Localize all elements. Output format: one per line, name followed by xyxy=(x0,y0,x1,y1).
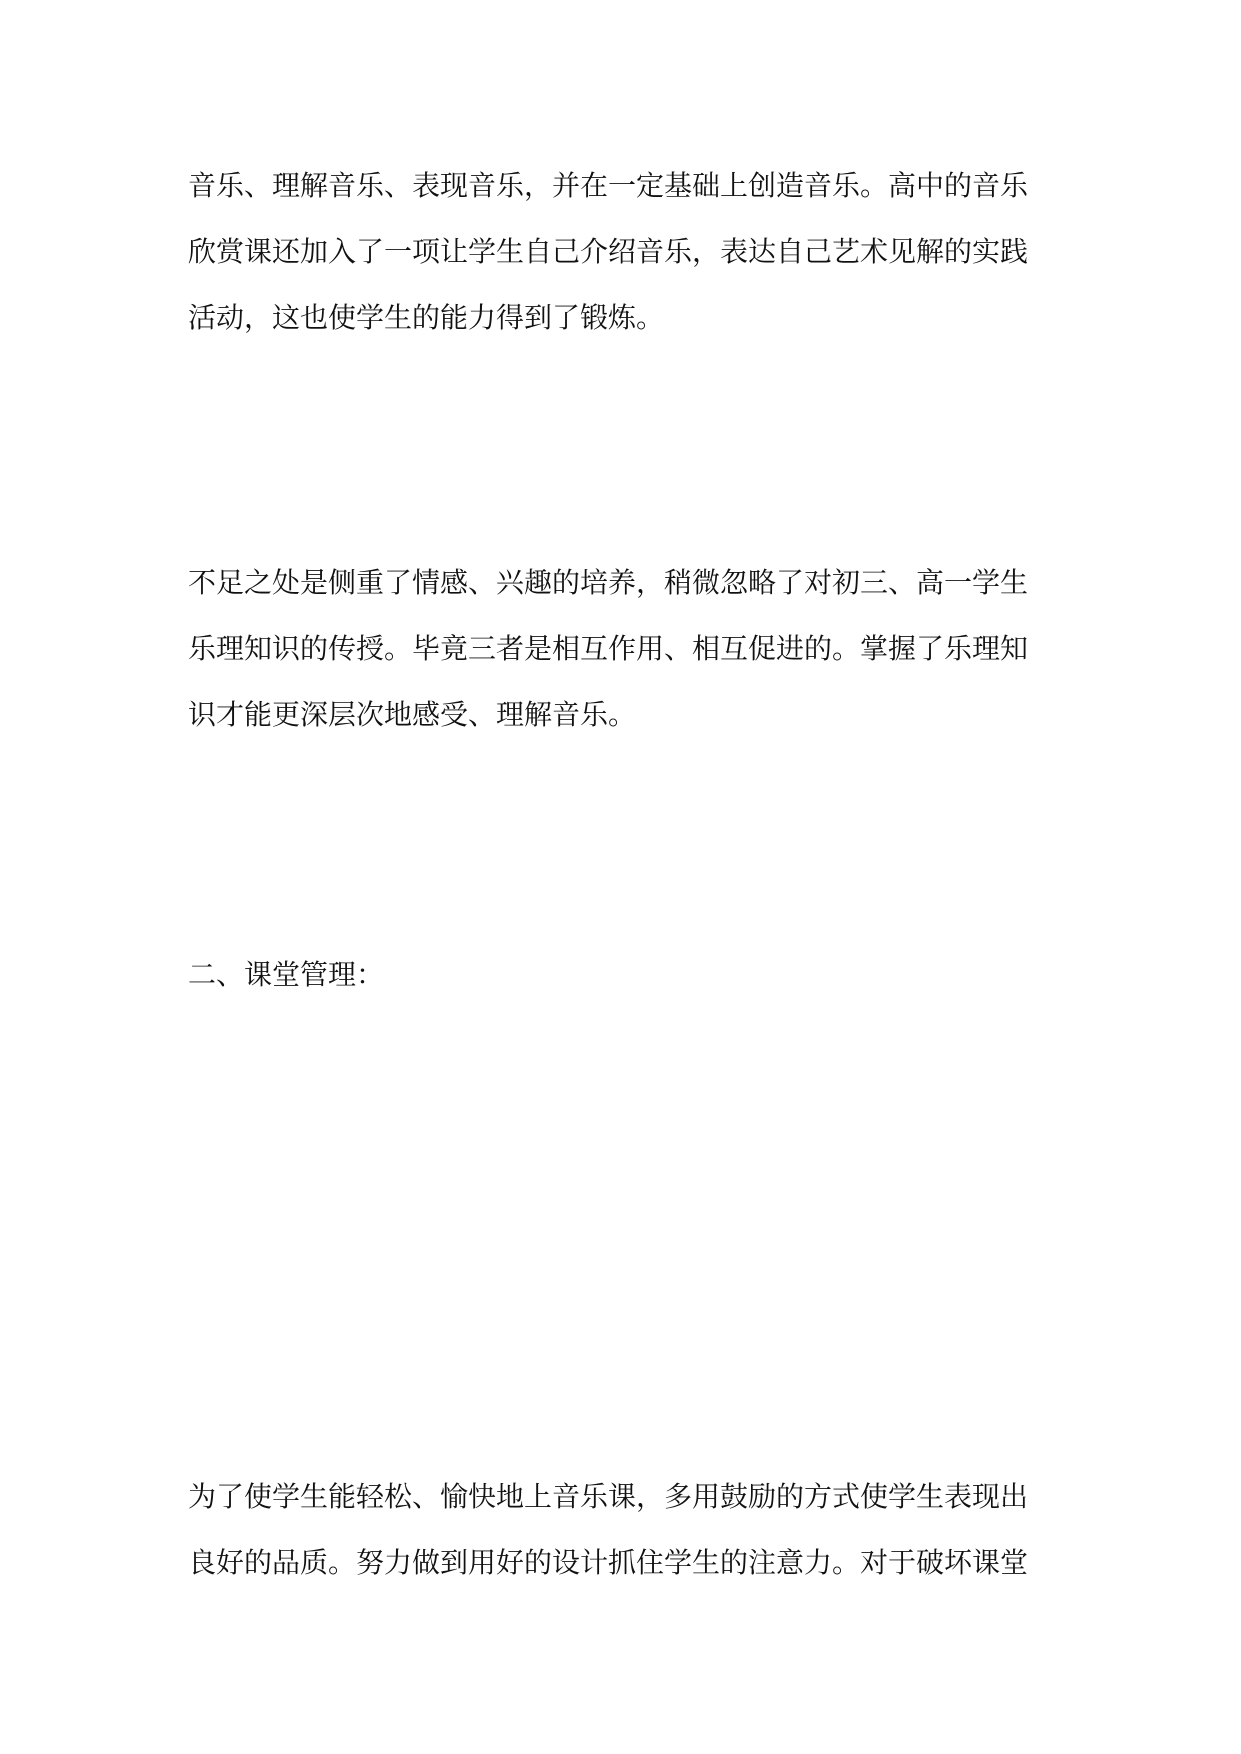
paragraph-1-line-1: 音乐、理解音乐、表现音乐，并在一定基础上创造音乐。高中的音乐 xyxy=(188,169,1029,202)
paragraph-2-line-3: 识才能更深层次地感受、理解音乐。 xyxy=(188,698,637,731)
section-heading: 二、课堂管理： xyxy=(188,958,385,991)
paragraph-1-line-2: 欣赏课还加入了一项让学生自己介绍音乐，表达自己艺术见解的实践 xyxy=(188,235,1029,268)
paragraph-3-line-1: 为了使学生能轻松、愉快地上音乐课，多用鼓励的方式使学生表现出 xyxy=(188,1480,1029,1513)
paragraph-2-line-1: 不足之处是侧重了情感、兴趣的培养，稍微忽略了对初三、高一学生 xyxy=(188,566,1029,599)
paragraph-2-line-2: 乐理知识的传授。毕竟三者是相互作用、相互促进的。掌握了乐理知 xyxy=(188,632,1029,665)
paragraph-3-line-2: 良好的品质。努力做到用好的设计抓住学生的注意力。对于破坏课堂 xyxy=(188,1546,1029,1579)
paragraph-1-line-3: 活动，这也使学生的能力得到了锻炼。 xyxy=(188,301,665,334)
